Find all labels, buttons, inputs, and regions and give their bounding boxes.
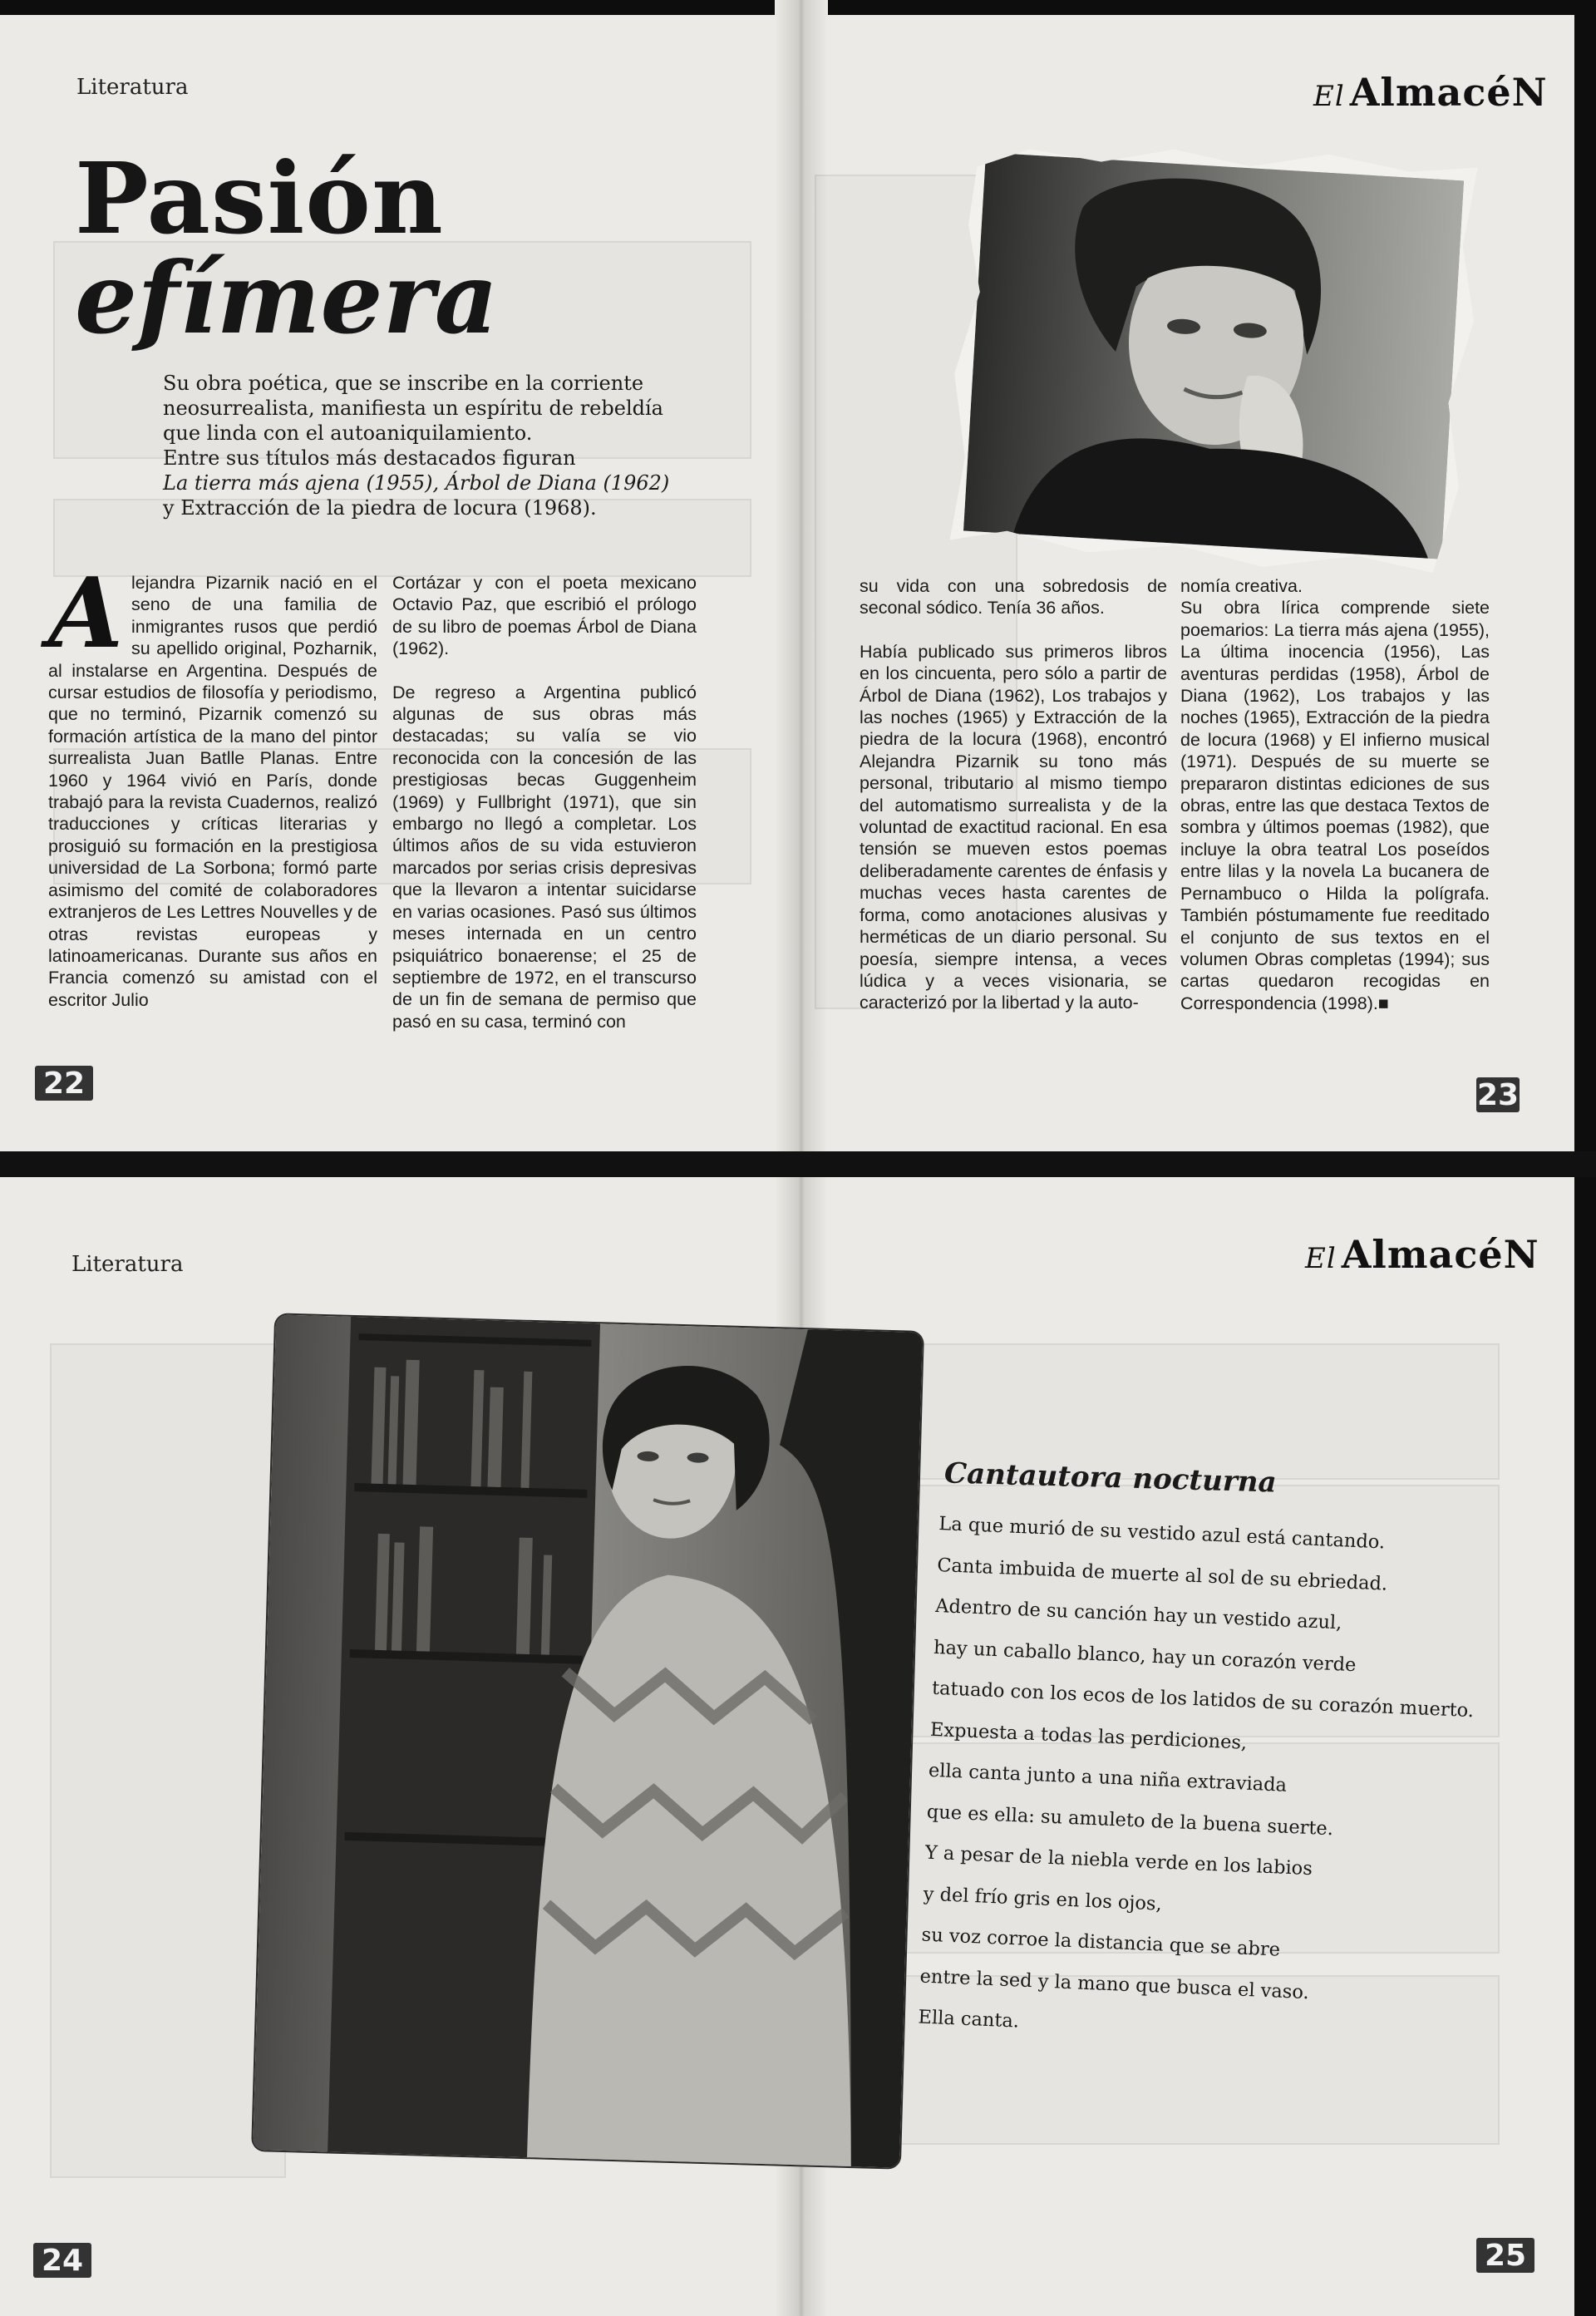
article-column-1 — [48, 557, 377, 1011]
column-2-paragraph: De regreso a Argentina publicó algunas de sus obras más destacadas; su valía se vio reconocida con la concesión de las prestigiosas becas Guggenheim (1969) y Fullbright (1971), que sin embargo no llegó a completar. Los últimos años de su vida estuvieron marcados por serias crisis depresivas que la llevaron a intentar suicidarse en varias ocasiones. Pasó sus últimos meses internada en un centro psiquiátrico bonaerense; el 25 de septiembre de 1972, en el transcurso de un fin de semana de permiso que pasó en su casa, terminó con — [392, 682, 697, 1032]
poem-line: Adentro de su canción hay un vestido azul, — [934, 1594, 1342, 1634]
end-mark: ■ — [1377, 993, 1389, 1013]
logo-text: AlmacéN — [1349, 70, 1548, 115]
poem-line: Ella canta. — [918, 2006, 1020, 2033]
column-3-paragraph: su vida con una sobredosis de seconal sódico. Tenía 36 años. — [860, 576, 1167, 618]
section-label: Literatura — [71, 1252, 184, 1277]
poem-line: y del frío gris en los ojos, — [923, 1883, 1163, 1915]
page-number: 24 — [33, 2243, 91, 2278]
author-portrait-photo — [944, 133, 1484, 579]
deck-line: Entre sus títulos más destacados figuran — [163, 446, 576, 470]
drop-cap: A — [48, 557, 124, 670]
top-spread — [0, 0, 1596, 1151]
poem-line: Canta imbuida de muerte al sol de su ebriedad. — [936, 1554, 1388, 1595]
portrait-image — [963, 152, 1464, 559]
poem-body — [917, 1513, 1520, 2072]
column-1-text: lejandra Pizarnik nació en el seno de una familia de inmigrantes rusos que perdió su apellido original, Pozharnik, al instalarse en Argentina. Después de cursar estudios de filosofía y periodismo, que no terminó, Pizarnik comenzó su formación artística de la mano del pintor surrealista Juan Batlle Planas. Entre 1960 y 1964 vivió en París, donde trabajó para la revista Cuadernos, realizó traducciones y críticas literarias y prosiguió su formación en la prestigiosa universidad de La Sorbona; formó parte asimismo del comité de colaboradores extranjeros de Les Lettres Nouvelles y de otras revistas europeas y latinoamericanas. Durante sus años en Francia comenzó su amistad con el escritor Julio — [48, 573, 377, 1010]
page-number: 23 — [1476, 1077, 1520, 1112]
deck-line: Su obra poética, que se inscribe en la corriente — [163, 372, 644, 395]
poem-line: tatuado con los ecos de los latidos de su corazón muerto. — [931, 1677, 1475, 1722]
article-column-4 — [1180, 575, 1490, 1036]
deck-line: neosurrealista, manifiesta un espíritu de rebeldía — [163, 397, 663, 420]
magazine-logo — [1305, 1232, 1539, 1277]
page-number: 25 — [1476, 2238, 1534, 2273]
page-number: 22 — [35, 1066, 93, 1101]
poem-line: Expuesta a todas las perdiciones, — [929, 1718, 1248, 1754]
logo-prefix: El — [1305, 1242, 1337, 1275]
section-label: Literatura — [76, 75, 189, 100]
logo-prefix: El — [1313, 80, 1345, 113]
article-deck — [163, 371, 712, 520]
bookshelf-portrait-illustration — [253, 1314, 923, 2167]
poem-line: Y a pesar de la niebla verde en los labios — [924, 1841, 1313, 1880]
poem-line: La que murió de su vestido azul está cantando. — [938, 1513, 1386, 1554]
article-column-3 — [860, 575, 1167, 1036]
author-standing-photo — [253, 1314, 923, 2167]
deck-line: La tierra más ajena (1955), Árbol de Diana (1962) — [163, 471, 670, 495]
poem-line: entre la sed y la mano que busca el vaso. — [919, 1965, 1310, 2003]
portrait-illustration — [963, 152, 1464, 559]
poem-title: Cantautora nocturna — [943, 1456, 1278, 1500]
column-2-paragraph: Cortázar y con el poeta mexicano Octavio Paz, que escribió el prólogo de su libro de poemas Árbol de Diana (1962). — [392, 573, 697, 659]
poem-line: que es ella: su amuleto de la buena suerte. — [926, 1801, 1334, 1840]
column-4-text: Su obra lírica comprende siete poemarios: La tierra más ajena (1955), La última inocencia (1956), Las aventuras perdidas (1958), Árbol de Diana (1962), Los trabajos y las noches (1965), Extracción de la piedra de locura (1968) y El infierno musical (1971). Después de su muerte se prepararon distintas ediciones de sus obras, entre las que destaca Textos de sombra y últimos poemas (1982), que incluye la obra teatral Los poseídos entre lilas y la novela La bucanera de Pernambuco o Hilda la polígrafa. También póstumamente fue reeditado el conjunto de sus textos en el volumen Obras completas (1994); sus cartas quedaron recogidas en Correspondencia (1998). — [1180, 598, 1490, 1013]
deck-line: y Extracción de la piedra de locura (1968). — [163, 496, 597, 520]
poem-line: su voz corroe la distancia que se abre — [921, 1924, 1281, 1961]
scan-border-right — [1574, 1177, 1596, 2316]
article-column-2 — [392, 572, 697, 1054]
magazine-logo — [1313, 70, 1548, 115]
logo-text: AlmacéN — [1341, 1232, 1539, 1277]
column-4-paragraph: nomía creativa. — [1180, 576, 1303, 596]
poem-line: ella canta junto a una niña extraviada — [928, 1759, 1288, 1796]
scan-border-right — [1574, 0, 1596, 1151]
column-3-paragraph: Había publicado sus primeros libros en los cincuenta, pero sólo a partir de Árbol de Diana (1962), Los trabajos y las noches (1965) y Extracción de la piedra de la locura (1968), encontró Alejandra Pizarnik su tono más personal, tributario al mismo tiempo del automatismo surrealista y de la voluntad de exactitud racional. En esa tensión se mueven estos poemas deliberadamente carentes de énfasis y muchas veces hasta carentes de forma, como anotaciones alusivas y herméticas de un diario personal. Su poesía, siempre intensa, a veces lúdica y a veces visionaria, se caracterizó por la libertad y la auto- — [860, 641, 1167, 1013]
poem-line: hay un caballo blanco, hay un corazón verde — [933, 1636, 1357, 1676]
show-through-box — [50, 1343, 286, 2178]
article-title-line1: Pasión — [75, 140, 444, 256]
article-title-line2: efímera — [75, 240, 499, 356]
deck-line: que linda con el autoaniquilamiento. — [163, 421, 533, 445]
column-4-paragraph — [1180, 597, 1490, 1014]
